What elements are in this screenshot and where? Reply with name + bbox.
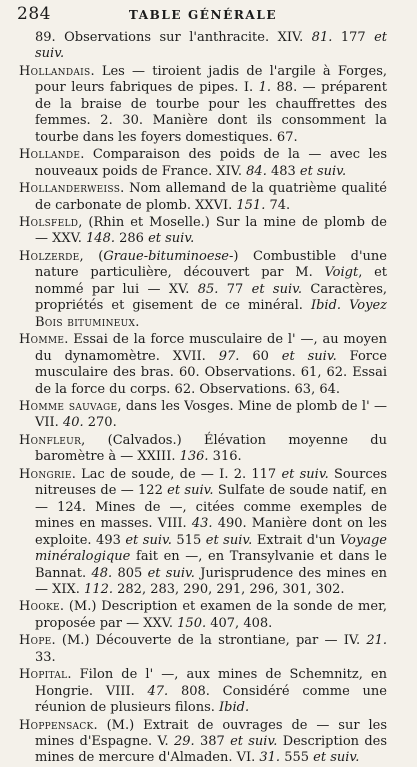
index-entry-hollande [19,147,387,180]
entry-text: Graue-bituminoese [103,248,229,264]
entry-headword: Hoppensack [19,717,94,733]
entry-text: 177 [332,30,375,45]
entry-text: 88. — préparent de la braise de tourbe pour les chauffrettes des femmes. 2. 30. Manière dont ils consomment la tourbe dans les foyers domestiques. 67. [35,80,387,145]
entry-text: et suiv. [281,466,329,482]
entry-text: 43. [191,516,213,532]
entry-text: 60 [239,348,282,364]
entry-text: Sources nitreuses de — 122 [35,466,387,499]
entry-text: 85. [197,281,219,297]
entry-text: 555 [280,750,314,766]
entry-text: et suiv. [35,30,388,62]
entry-text: 33. [35,649,56,665]
index-entry-hongrie [19,467,387,599]
entry-text: et suiv. [148,231,195,247]
entry-text: 29. [173,734,195,750]
entry-text: . Filon de l' —, aux mines de Schemnitz, en Hongrie. VIII. [35,667,387,699]
entry-text: et suiv. [281,348,337,364]
index-entry-hollanderweiss [19,181,387,214]
entry-text: Force musculaire des bras. 60. Observations. 61, 62. Essai de la force du corps. 62. Observations. 63, 64. [35,348,387,397]
entry-headword: Hopital [19,667,68,683]
index-entry-anthracite-continuation [19,30,387,63]
entry-headword: Homme sauvage [19,398,118,414]
entry-text: . Essai de la force musculaire de l' —, au moyen du dynamomètre. XVII. [35,332,387,364]
entry-text: 387 [194,734,231,750]
index-entry-hooke [19,599,387,632]
entry-headword: Hollandais [19,63,91,79]
index-entry-homme [19,332,387,398]
entry-text: 136. [179,449,209,465]
entry-text: et suiv. [205,532,253,548]
running-head: TABLE GÉNÉRALE [128,8,278,22]
entry-text: , et nommé par lui — XV. [35,265,387,297]
entry-text: et suiv. [125,532,172,548]
entry-text: et suiv. [147,565,195,581]
entry-text: et suiv. [230,734,278,750]
entry-text: 316. [208,449,242,465]
entry-text: . Lac de soude, de — I. 2. 117 [71,466,282,482]
entry-text: 808. Considéré comme une réunion de plusieurs filons. [35,683,387,716]
entry-headword: Hongrie [19,466,72,482]
entry-text: . (M.) Extrait de ouvrages de — sur les mines d'Espagne. V. [35,717,387,750]
index-entry-hoppensack [19,718,387,767]
entry-text: 150. [177,615,207,631]
entry-text: 84. [246,163,267,179]
entry-text: 805 [112,565,148,581]
entry-text: . (M.) Description et examen de la sonde de mer, proposée par — XXV. [35,599,387,631]
entry-text: 286 [114,231,149,247]
index-entry-hollandais [19,64,387,146]
entry-text: . (M.) Découverte de la strontiane, par — IV. [51,633,367,649]
entry-headword: Hollanderweiss [19,181,121,197]
entry-headword: Honfleur [19,432,82,448]
entry-text: , (Rhin et Moselle.) Sur la mine de plomb de — XXV. [35,214,387,247]
entry-text: Voyage minéralogique [35,532,387,565]
entry-text: 21. [366,633,387,649]
entry-text: 151. [236,197,266,213]
entry-text: Sulfate de soude natif, en — 124. Mines de —, citées comme exemples de mines en masses. VIII. [35,483,387,532]
entry-text: Ibid. Voyez [310,298,388,314]
index-entry-hopital [19,667,387,716]
index-entries [19,30,387,767]
entry-text: et suiv. [167,483,214,499]
entry-text: . [135,314,140,330]
entry-text: 89. Observations sur l'anthracite. XIV. [35,30,312,45]
entry-text: 77 [218,281,252,297]
entry-text: 48. [91,565,113,581]
entry-text: 407, 408. [206,615,273,631]
entry-text: et suiv. [313,750,360,766]
index-entry-homme-sauvage [19,399,387,432]
index-entry-honfleur [19,433,387,466]
entry-text: Ibid. [219,700,250,716]
entry-text: 483 [266,163,300,179]
entry-text: 81. [311,30,333,45]
entry-text: Voigt [324,265,359,281]
entry-text: fait en —, en Transylvanie et dans le Bannat. [35,549,387,581]
entry-text: 40. [62,415,84,431]
entry-text: 148. [86,231,115,247]
entry-text: 282, 283, 290, 291, 296, 301, 302. [113,581,345,597]
entry-text: Description des mines de mercure d'Almaden. VI. [35,734,388,766]
entry-text: 490. Manière dont on les exploite. 493 [35,516,387,548]
entry-text: 97. [218,348,240,364]
entry-text: . Nom allemand de la quatrième qualité de carbonate de plomb. XXVI. [35,181,387,213]
entry-headword: Hollande [19,147,81,163]
entry-text: , (Calvados.) Élévation moyenne du baromètre à — XXIII. [35,432,387,465]
entry-headword: Bois bitumineux [35,314,136,330]
page-number: 284 [17,4,51,24]
entry-headword: Hope [19,633,52,649]
entry-headword: Holsfeld [19,214,79,230]
entry-text: 515 [171,532,206,548]
entry-text: 270. [83,415,117,431]
entry-text: , dans les Vosges. Mine de plomb de l' — VII. [35,398,387,431]
page-header [19,4,387,28]
entry-text: , ( [79,248,104,264]
entry-text: . Comparaison des poids de la — avec les nouveaux poids de France. XIV. [35,147,387,179]
entry-text: 31. [259,750,281,766]
entry-text: Jurisprudence des mines en — XIX. [35,565,388,597]
entry-text: . Les — tiroient jadis de l'argile à Forges, pour leurs fabriques de pipes. I. [35,63,387,96]
entry-text: -) Combustible d'une nature particulière, découvert par M. [35,248,387,281]
entry-text: 74. [265,197,291,213]
index-entry-hope [19,633,387,666]
entry-text: et suiv. [251,281,303,297]
entry-text: Extrait d'un [252,532,340,548]
entry-headword: Homme [19,332,65,348]
entry-text: 112. [84,581,113,597]
entry-text: 1. [258,80,272,96]
entry-headword: Holzerde [19,248,80,264]
index-entry-holzerde [19,249,387,331]
index-entry-holsfeld [19,215,387,248]
entry-headword: Hooke [19,599,60,615]
entry-text: 47. [147,683,169,699]
entry-text: et suiv. [299,163,347,179]
entry-text: Caractères, propriétés et gisement de ce minéral. [35,281,387,314]
